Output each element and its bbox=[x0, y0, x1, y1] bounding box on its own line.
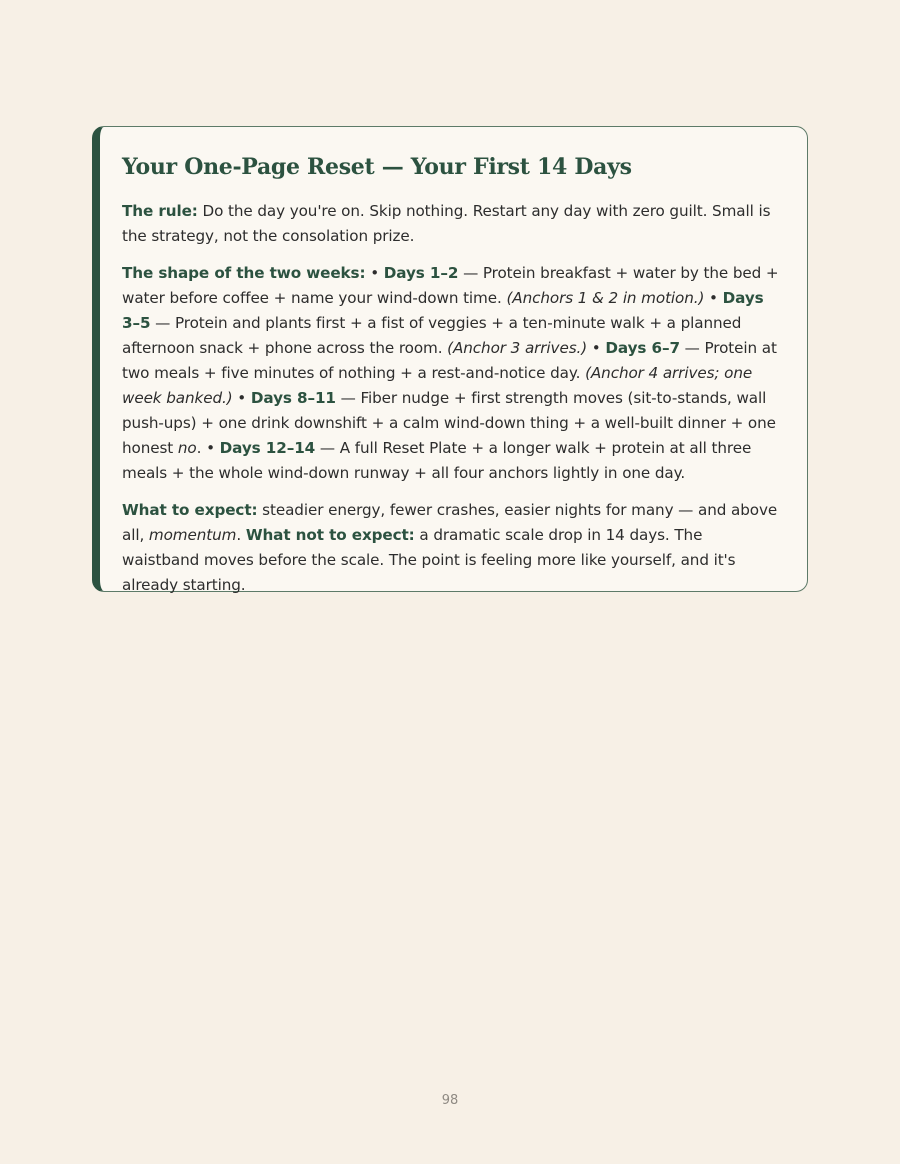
expect-paragraph bbox=[122, 498, 781, 598]
days-12-14-text: A full Reset Plate + a longer walk + protein at all three meals + the whole wind-down runway + all four anchors lightly in one day. bbox=[122, 439, 752, 482]
rule-label: The rule: bbox=[122, 202, 198, 220]
not-expect-text: a dramatic scale drop in 14 days. The waistband moves before the scale. The point is feeling more like yourself, and it's already starting. bbox=[122, 526, 736, 594]
days-8-11-italic: no bbox=[177, 439, 197, 457]
bullet: • bbox=[587, 339, 606, 357]
days-3-5-label: Days 3–5 bbox=[122, 289, 764, 332]
rule-paragraph bbox=[122, 199, 781, 249]
reset-summary-card bbox=[92, 126, 808, 592]
dash: — bbox=[335, 389, 361, 407]
days-1-2-label: Days 1–2 bbox=[383, 264, 459, 282]
bullet: • bbox=[232, 389, 251, 407]
days-12-14-label: Days 12–14 bbox=[219, 439, 316, 457]
bullet: • bbox=[365, 264, 384, 282]
bullet: • bbox=[704, 289, 723, 307]
momentum-word: momentum bbox=[148, 526, 237, 544]
shape-label: The shape of the two weeks: bbox=[122, 264, 366, 282]
card-title: Your One-Page Reset — Your First 14 Days bbox=[122, 154, 632, 180]
not-expect-label: What not to expect: bbox=[245, 526, 415, 544]
bullet: • bbox=[201, 439, 220, 457]
expect-label: What to expect: bbox=[122, 501, 258, 519]
shape-paragraph bbox=[122, 261, 781, 486]
rule-text: Do the day you're on. Skip nothing. Restart any day with zero guilt. Small is the strategy, not the consolation prize. bbox=[122, 202, 771, 245]
dash: — bbox=[315, 439, 340, 457]
days-8-11-label: Days 8–11 bbox=[250, 389, 336, 407]
days-8-11-text: Fiber nudge + first strength moves (sit-to-stands, wall push-ups) + one drink downshift + a calm wind-down thing + a well-built dinner + one honest bbox=[122, 389, 776, 457]
page-number: 98 bbox=[441, 1093, 459, 1108]
days-1-2-text: Protein breakfast + water by the bed + water before coffee + name your wind-down time. bbox=[122, 264, 779, 307]
days-1-2-note: (Anchors 1 & 2 in motion.) bbox=[506, 289, 705, 307]
days-6-7-text: Protein at two meals + five minutes of nothing + a rest-and-notice day. bbox=[122, 339, 777, 382]
days-6-7-note: (Anchor 4 arrives; one week banked.) bbox=[122, 364, 753, 407]
days-6-7-label: Days 6–7 bbox=[605, 339, 680, 357]
expect-period: . bbox=[236, 526, 246, 544]
expect-text: steadier energy, fewer crashes, easier nights for many — and above all, bbox=[122, 501, 778, 544]
dash: — bbox=[150, 314, 175, 332]
days-3-5-text: Protein and plants first + a fist of veggies + a ten-minute walk + a planned afternoon snack + phone across the room. bbox=[122, 314, 742, 357]
dash: — bbox=[679, 339, 705, 357]
days-8-11-end: . bbox=[196, 439, 202, 457]
dash: — bbox=[458, 264, 483, 282]
days-3-5-note: (Anchor 3 arrives.) bbox=[447, 339, 588, 357]
